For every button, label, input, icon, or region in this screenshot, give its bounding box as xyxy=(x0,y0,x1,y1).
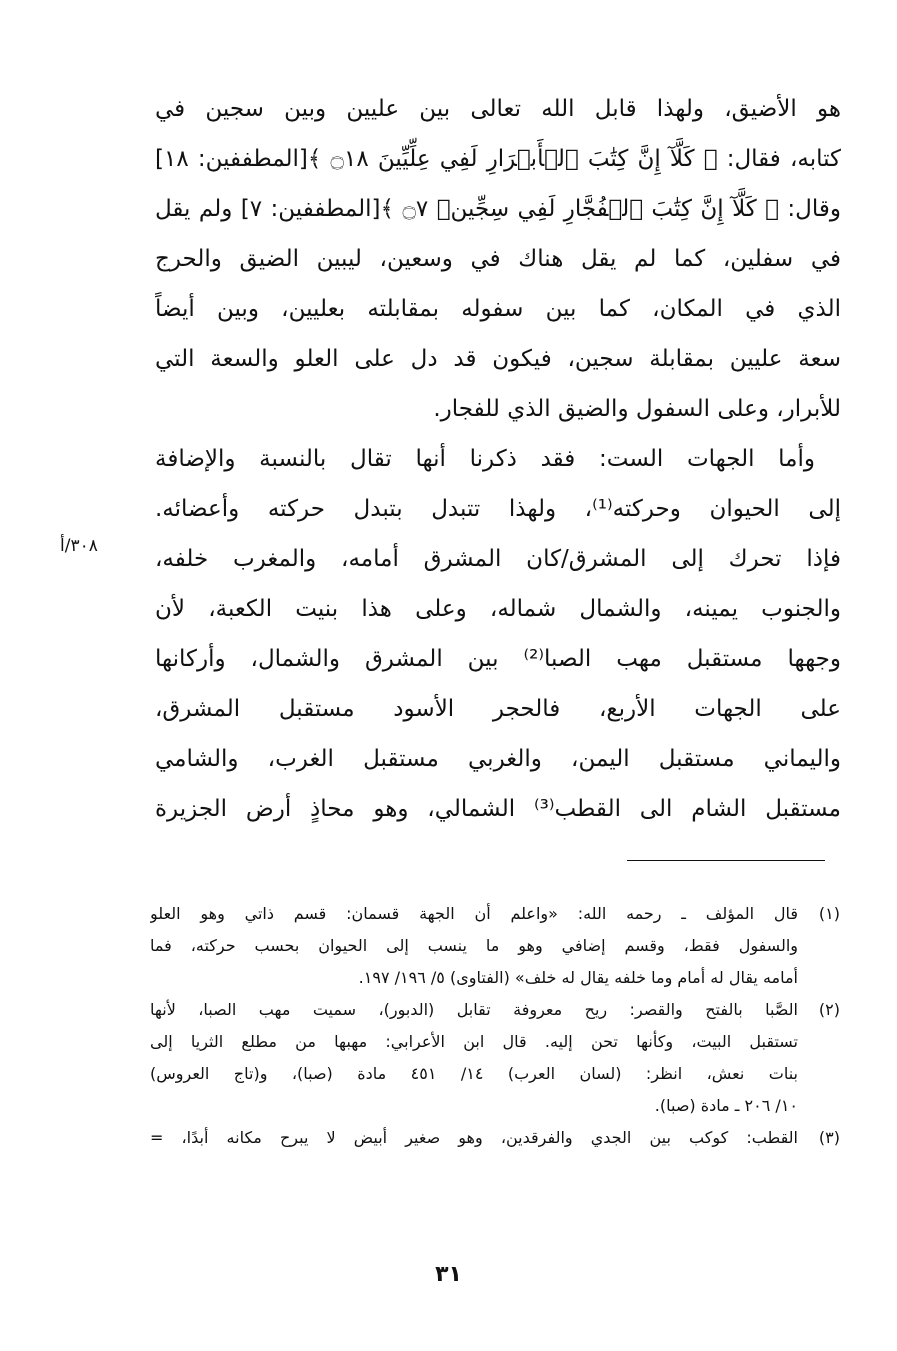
text-line: إلى الحيوان وحركته⁽¹⁾، ولهذا تتبدل بتبدل حركته وأعضائه. xyxy=(155,496,841,522)
footnote-3 xyxy=(150,1122,840,1154)
text-line: والجنوب يمينه، والشمال شماله، وعلى هذا بنيت الكعبة، لأن xyxy=(155,596,841,622)
manuscript-folio-note: ٣٠٨/أ xyxy=(60,536,98,556)
text-line: هو الأضيق، ولهذا قابل الله تعالى بين عليين وبين سجين في xyxy=(155,96,841,122)
text-line: واليماني مستقبل اليمن، والغربي مستقبل الغرب، والشامي xyxy=(155,746,841,772)
footnote-line: القطب: كوكب بين الجدي والفرقدين، وهو صغير أبيض لا يبرح مكانه أبدًا، = xyxy=(150,1128,798,1147)
text-line: في سفلين، كما لم يقل هناك في وسعين، ليبين الضيق والحرج xyxy=(155,246,841,272)
main-text xyxy=(155,84,841,834)
text-line: وأما الجهات الست: فقد ذكرنا أنها تقال بالنسبة والإضافة xyxy=(155,446,815,472)
footnote-body xyxy=(150,1122,798,1154)
footnote-line: تستقبل البيت، وكأنها تحن إليه. قال ابن الأعرابي: مهبها من مطلع الثريا إلى xyxy=(150,1032,798,1051)
footnote-number: (٢) xyxy=(818,1000,840,1019)
footnote-2 xyxy=(150,994,840,1122)
footnote-number: (٣) xyxy=(818,1128,840,1147)
text-line: على الجهات الأربع، فالحجر الأسود مستقبل المشرق، xyxy=(155,696,841,722)
footnote-separator xyxy=(627,860,825,861)
footnote-1 xyxy=(150,898,840,994)
footnote-number: (١) xyxy=(818,904,840,923)
footnote-line: قال المؤلف ـ رحمه الله: «واعلم أن الجهة قسمان: قسم ذاتي وهو العلو xyxy=(150,904,798,923)
text-line: فإذا تحرك إلى المشرق/كان المشرق أمامه، والمغرب خلفه، xyxy=(155,546,841,572)
footnote-line: والسفول فقط، وقسم إضافي وهو ما ينسب إلى الحيوان بحسب حركته، فما xyxy=(150,936,798,955)
footnote-line: بنات نعش، انظر: (لسان العرب) ١٤/ ٤٥١ مادة (صبا)، و(تاج العروس) xyxy=(150,1064,798,1083)
text-line: مستقبل الشام الى القطب⁽³⁾ الشمالي، وهو محاذٍ أرض الجزيرة xyxy=(155,796,841,822)
footnote-body xyxy=(150,898,798,994)
footnote-line: الصَّبا بالفتح والقصر: ريح معروفة تقابل (الدبور)، سميت مهب الصبا، لأنها xyxy=(150,1000,798,1019)
page-number: ٣١ xyxy=(435,1262,462,1287)
text-line: للأبرار، وعلى السفول والضيق الذي للفجار. xyxy=(433,396,841,422)
footnotes xyxy=(150,898,840,1154)
footnote-body xyxy=(150,994,798,1122)
footnote-line: أمامه يقال له أمام وما خلفه يقال له خلف» (الفتاوى) ٥/ ١٩٦/ ١٩٧. xyxy=(358,968,798,987)
footnote-line: ١٠/ ٢٠٦ ـ مادة (صبا). xyxy=(654,1096,798,1115)
text-line: الذي في المكان، كما بين سفوله بمقابلته بعليين، وبين أيضاً xyxy=(155,296,841,322)
text-line: سعة عليين بمقابلة سجين، فيكون قد دل على العلو والسعة التي xyxy=(155,346,841,372)
text-line: كتابه، فقال: ﴿ كَلَّآ إِنَّ كِتَٰبَ ٱلۡأَبۡرَارِ لَفِي عِلِّيِّينَ ۝١٨ ﴾[المطففين: ١٨] xyxy=(155,146,841,172)
text-line: وجهها مستقبل مهب الصبا⁽²⁾ بين المشرق والشمال، وأركانها xyxy=(155,646,841,672)
text-line: وقال: ﴿ كَلَّآ إِنَّ كِتَٰبَ ٱلۡفُجَّارِ لَفِي سِجِّينٖ ۝٧ ﴾[المطففين: ٧] ولم يقل xyxy=(155,196,841,222)
